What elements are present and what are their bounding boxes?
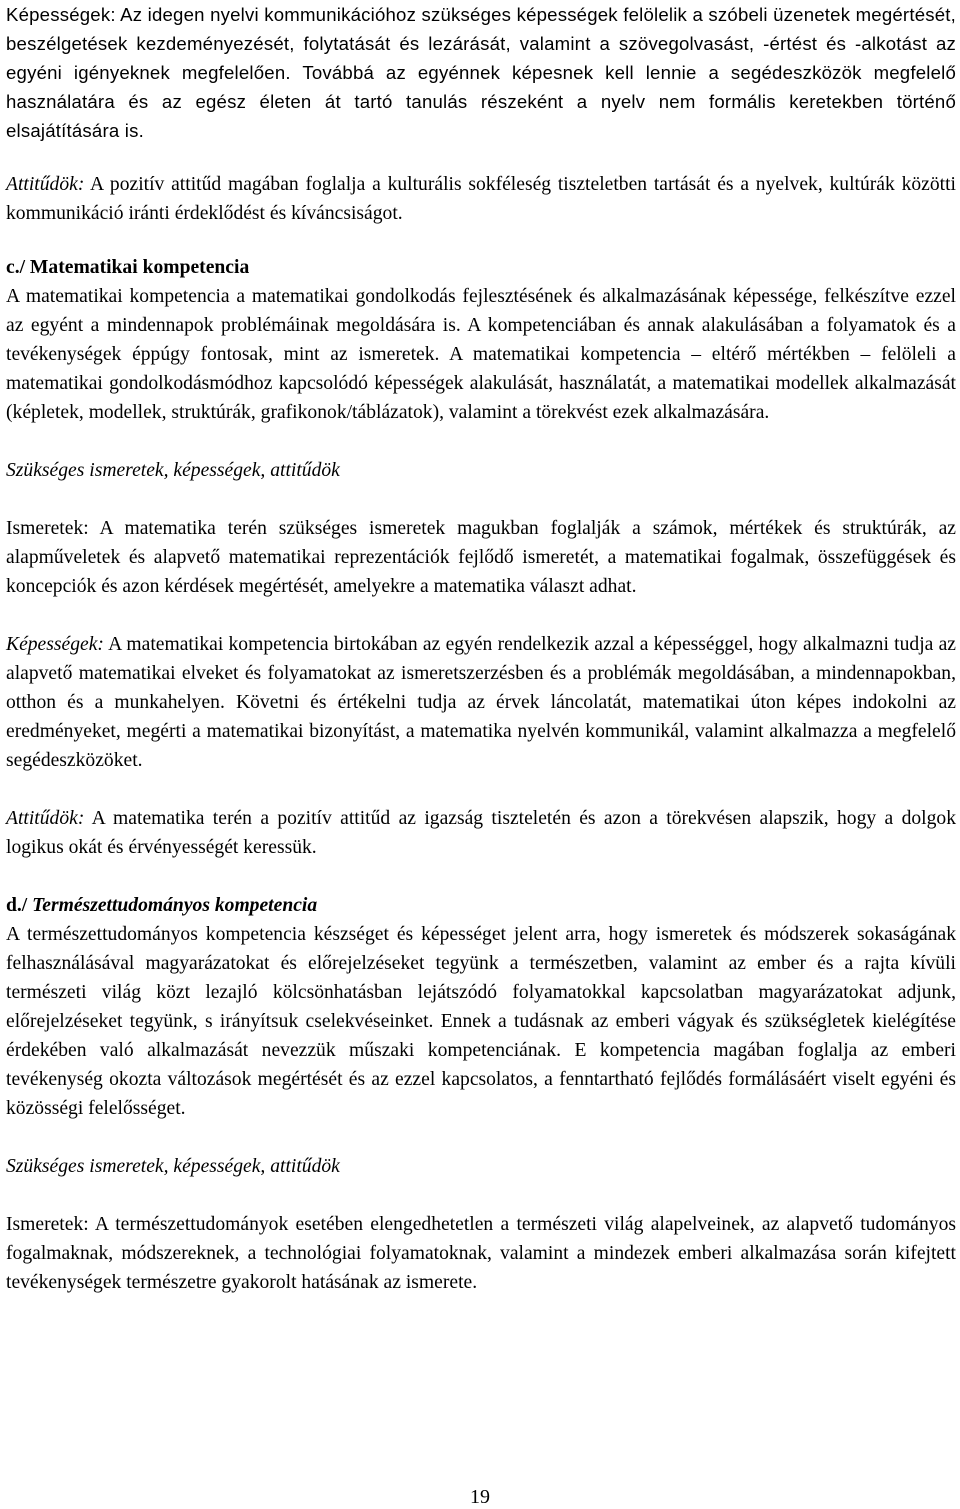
paragraph-attitudok-nyelvi — [6, 170, 956, 228]
attitudok-label: Attitűdök: — [6, 174, 85, 195]
section-d-subheading: Szükséges ismeretek, képességek, attitűdök — [6, 1156, 340, 1177]
section-d-heading-prefix: d./ — [6, 895, 33, 916]
section-c-attitudok — [6, 804, 956, 862]
section-d-heading — [6, 891, 956, 920]
section-d-heading-title: Természettudományos kompetencia — [32, 895, 318, 916]
attitudok-label: Attitűdök: — [6, 808, 85, 829]
section-c-ismeretek: Ismeretek: A matematika terén szükséges ismeretek magukban foglalják a számok, mértékek és struktúrák, az alapműveletek és alapvető matematikai reprezentációk fejlődő ismeretét, a matematikai fogalmak, összefüggések és koncepciók és azon kérdések megértését, amelyekre a matematika választ adhat. — [6, 518, 956, 597]
section-c-intro: A matematikai kompetencia a matematikai gondolkodás fejlesztésének és alkalmazásának képessége, felkészítve ezzel az egyént a mindennapok problémáinak megoldására is. A kompetenciában és annak alakulásában a folyamatok és a tevékenységek éppúgy fontosak, mint az ismeretek. A matematikai kompetencia – eltérő mértékben – felöleli a matematikai gondolkodásmódhoz kapcsolódó képességek alakulását, használatát, a matematikai modellek alkalmazását (képletek, modellek, struktúrák, grafikonok/táblázatok), valamint a törekvést ezek alkalmazására. — [6, 286, 956, 423]
kepessegek-text-continued: Továbbá az egyénnek képesnek kell lennie a segédeszközök megfelelő használatára és az egész életen át tartó tanulás részeként a nyelv nem formális keretekben történő elsajátítására is. — [6, 62, 956, 141]
kepessegek-label: Képességek: — [6, 634, 104, 655]
section-d-ismeretek: Ismeretek: A természettudományok esetében elengedhetetlen a természeti világ alapelveinek, az alapvető tudományos fogalmaknak, módszereknek, a technológiai folyamatoknak, valamint a mindezek emberi alkalmazása során kifejtett tevékenységek természetre gyakorolt hatásának az ismerete. — [6, 1214, 956, 1293]
page-number: 19 — [470, 1486, 490, 1508]
section-c-kepessegek — [6, 630, 956, 775]
section-d-intro: A természettudományos kompetencia készséget és képességet jelent arra, hogy ismeretek és módszerek sokaságának felhasználásával magyarázatokat és előrejelzéseket tegyünk a természetben, valamint az ember és a rajta kívüli természeti világ közt lezajló kölcsönhatásban lejátszódó folyamatokkal kapcsolatban magyarázatokat adjunk, előrejelzéseket tegyünk, s irányítsuk cselekvéseinket. Ennek a tudásnak az emberi vágyak és szükségletek kielégítése érdekében való alkalmazását nevezzük műszaki kompetenciának. E kompetencia magában foglalja az emberi tevékenység okozta változások megértését és az ezzel kapcsolatos, a fenntartható fejlődés formálásáért viselt egyéni és közösségi felelősséget. — [6, 924, 956, 1119]
section-c-heading: c./ Matematikai kompetencia — [6, 257, 250, 278]
attitudok-text: A matematika terén a pozitív attitűd az igazság tiszteletén és azon a törekvésen alapszik, hogy a dolgok logikus okát és érvényességét keressük. — [6, 808, 956, 858]
paragraph-kepessegek-nyelvi — [6, 0, 956, 145]
section-c-subheading: Szükséges ismeretek, képességek, attitűdök — [6, 460, 340, 481]
document-page — [6, 0, 956, 1297]
kepessegek-text: A matematikai kompetencia birtokában az egyén rendelkezik azzal a képességgel, hogy alkalmazni tudja az alapvető matematikai elveket és folyamatokat az ismeretszerzésben és a problémák megoldásában, a mindennapokban, otthon és a munkahelyen. Követni és értékelni tudja az érvek láncolatát, matematikai úton képes indokolni az eredményeket, megérti a matematikai bizonyítást, a matematika nyelvén kommunikál, valamint alkalmazza a megfelelő segédeszközöket. — [6, 634, 956, 771]
kepessegek-text: Az idegen nyelvi kommunikációhoz szükséges képességek felölelik a szóbeli üzenetek megértését, beszélgetések kezdeményezését, folytatását és lezárását, valamint a szövegolvasást, -értést és -alkotást az egyéni igényeknek megfelelően. — [6, 4, 956, 83]
attitudok-text: A pozitív attitűd magában foglalja a kulturális sokféleség tiszteletben tartását és a nyelvek, kultúrák közötti kommunikáció iránti érdeklődést és kíváncsiságot. — [6, 174, 956, 224]
kepessegek-label: Képességek: — [6, 4, 116, 25]
